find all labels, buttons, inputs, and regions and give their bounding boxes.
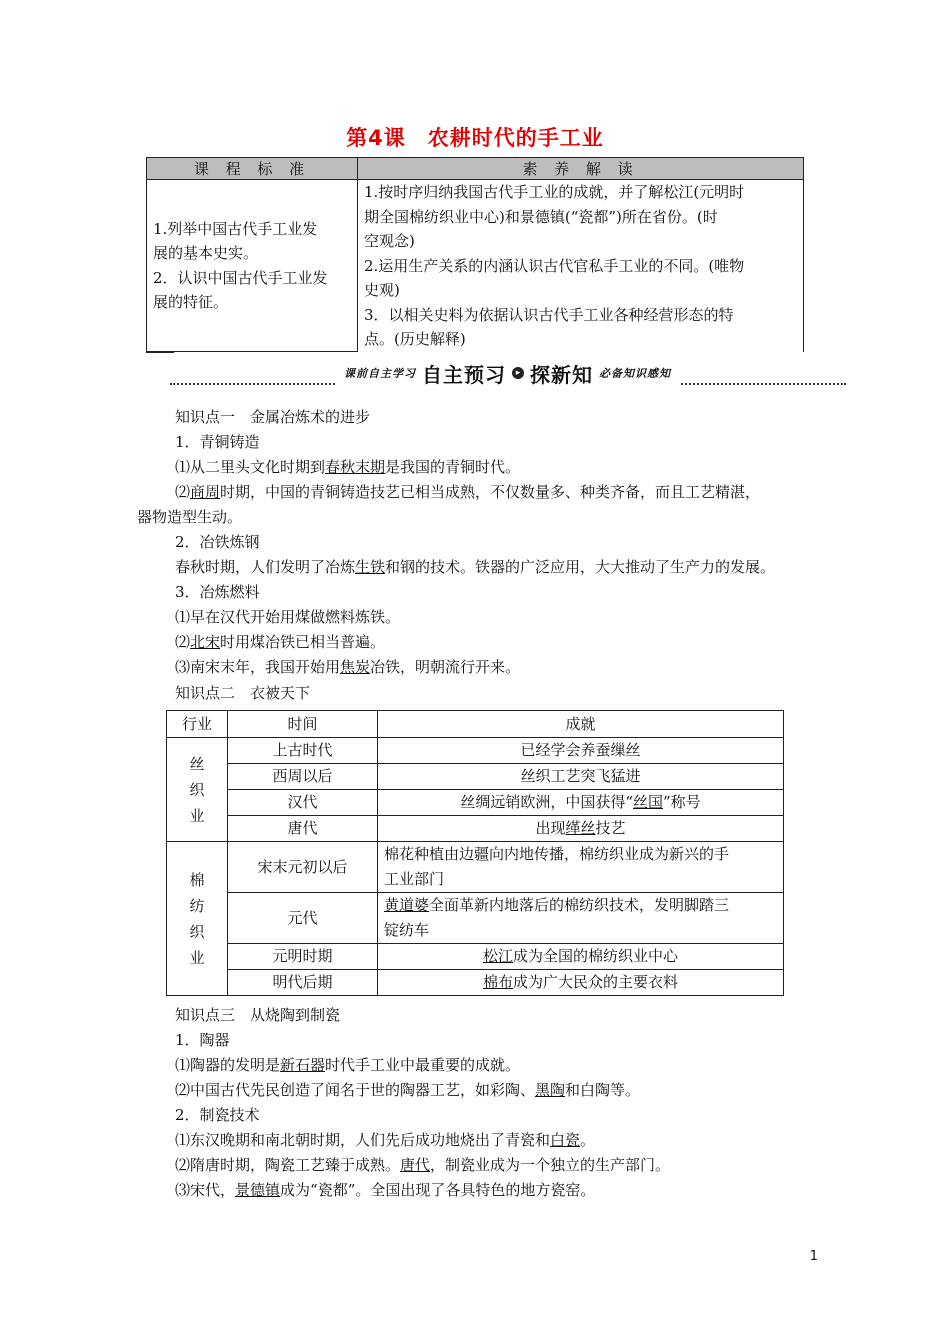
banner-right-caption: 必备知识感知: [599, 367, 671, 380]
page-number: 1: [809, 1249, 818, 1264]
banner-left-caption: 课前自主学习: [344, 367, 416, 380]
literacy-line: 2.运用生产关系的内涵认识古代官私手工业的不同。(唯物: [364, 256, 745, 275]
section-heading: 知识点一 金属冶炼术的进步: [175, 408, 371, 426]
achievement-cell: 丝绸远销欧洲，中国获得“丝国”称号: [378, 790, 784, 816]
literacy-line: 期全国棉纺织业中心)和景德镇(“瓷都”)所在省份。(时: [364, 207, 718, 226]
section-heading: 知识点二 衣被天下: [175, 684, 311, 702]
literacy-line: 1.按时序归纳我国古代手工业的成就，并了解松江(元明时: [364, 183, 745, 201]
time-cell: 西周以后: [228, 764, 378, 790]
paragraph: ⑴早在汉代开始用煤做燃料炼铁。: [175, 608, 401, 626]
table-row: [167, 764, 784, 790]
time-cell: 宋末元初以后: [228, 842, 378, 893]
table-bottom-stub: [146, 352, 174, 353]
paragraph: ⑵隋唐时期，陶瓷工艺臻于成熟。唐代，制瓷业成为一个独立的生产部门。: [175, 1156, 671, 1174]
achievement-cell: 丝织工艺突飞猛进: [378, 764, 784, 790]
preview-banner: [170, 358, 846, 392]
table-row: [167, 944, 784, 970]
banner-title-a: 自主预习: [422, 362, 506, 387]
paragraph: ⑴从二里头文化时期到春秋末期是我国的青铜时代。: [175, 458, 521, 476]
time-cell: 汉代: [228, 790, 378, 816]
subheading: 1．陶器: [175, 1031, 230, 1049]
time-cell: 上古时代: [228, 738, 378, 764]
literacy-line: 3．以相关史料为依据认识古代手工业各种经营形态的特: [364, 305, 734, 324]
standards-table: [146, 157, 804, 352]
table-row: [167, 893, 784, 944]
achievement-cell: 已经学会养蚕缫丝: [378, 738, 784, 764]
achievements-table: [166, 710, 784, 996]
time-cell: 元明时期: [228, 944, 378, 970]
paragraph: ⑶南宋末年，我国开始用焦炭冶铁，明朝流行开来。: [175, 658, 521, 676]
literacy-cell: [358, 180, 804, 352]
literacy-header: 素 养 解 读: [358, 158, 804, 180]
paragraph: ⑵北宋时用煤冶铁已相当普遍。: [175, 633, 386, 651]
achievement-cell: 出现缂丝技艺: [378, 816, 784, 842]
industry-cell-cotton: 棉 纺 织 业: [167, 842, 228, 996]
arrow-icon: ▸: [512, 367, 524, 379]
table-row: [167, 738, 784, 764]
standards-line: 1.列举中国古代手工业发: [153, 219, 318, 238]
table-row: [167, 790, 784, 816]
achievement-cell: 棉布成为广大民众的主要衣料: [378, 970, 784, 996]
subheading: 2．制瓷技术: [175, 1106, 260, 1124]
achievement-cell: 黄道婆全面革新内地落后的棉纺织技术，发明脚踏三 锭纺车: [378, 893, 784, 944]
table-row: [167, 816, 784, 842]
time-cell: 唐代: [228, 816, 378, 842]
subheading: 2．冶铁炼钢: [175, 533, 260, 551]
achievement-cell: 棉花种植由边疆向内地传播，棉纺织业成为新兴的手 工业部门: [378, 842, 784, 893]
subheading: 1．青铜铸造: [175, 433, 260, 451]
standards-line: 展的基本史实。: [153, 244, 259, 262]
lesson-title: 第4课 农耕时代的手工业: [346, 126, 604, 150]
column-header: 时间: [228, 711, 378, 738]
section-heading: 知识点三 从烧陶到制瓷: [175, 1006, 341, 1024]
banner-label: [336, 358, 679, 388]
paragraph: ⑵商周时期，中国的青铜铸造技艺已相当成熟，不仅数量多、种类齐备，而且工艺精湛，: [175, 483, 761, 501]
paragraph: ⑴陶器的发明是新石器时代手工业中最重要的成就。: [175, 1056, 521, 1074]
standards-header: 课 程 标 准: [147, 158, 358, 180]
time-cell: 明代后期: [228, 970, 378, 996]
literacy-line: 史观): [364, 281, 400, 299]
table-header-row: [167, 711, 784, 738]
literacy-line: 空观念): [364, 232, 415, 250]
paragraph: ⑵中国古代先民创造了闻名于世的陶器工艺，如彩陶、黑陶和白陶等。: [175, 1081, 641, 1099]
table-row: [167, 970, 784, 996]
standards-line: 展的特征。: [153, 293, 229, 311]
literacy-line: 点。(历史解释): [364, 330, 466, 348]
paragraph: 春秋时期，人们发明了冶炼生铁和钢的技术。铁器的广泛应用，大大推动了生产力的发展。: [175, 558, 776, 576]
banner-title-b: 探新知: [530, 362, 593, 387]
subheading: 3．冶炼燃料: [175, 583, 260, 601]
industry-cell-silk: 丝 织 业: [167, 738, 228, 842]
standards-line: 2．认识中国古代手工业发: [153, 268, 328, 287]
paragraph-continuation: 器物造型生动。: [137, 508, 243, 526]
column-header: 行业: [167, 711, 228, 738]
time-cell: 元代: [228, 893, 378, 944]
paragraph: ⑶宋代，景德镇成为“瓷都”。全国出现了各具特色的地方瓷窑。: [175, 1181, 596, 1199]
column-header: 成就: [378, 711, 784, 738]
standards-cell: [147, 180, 358, 352]
table-row: [167, 842, 784, 893]
paragraph: ⑴东汉晚期和南北朝时期，人们先后成功地烧出了青瓷和白瓷。: [175, 1131, 596, 1149]
achievement-cell: 松江成为全国的棉纺织业中心: [378, 944, 784, 970]
